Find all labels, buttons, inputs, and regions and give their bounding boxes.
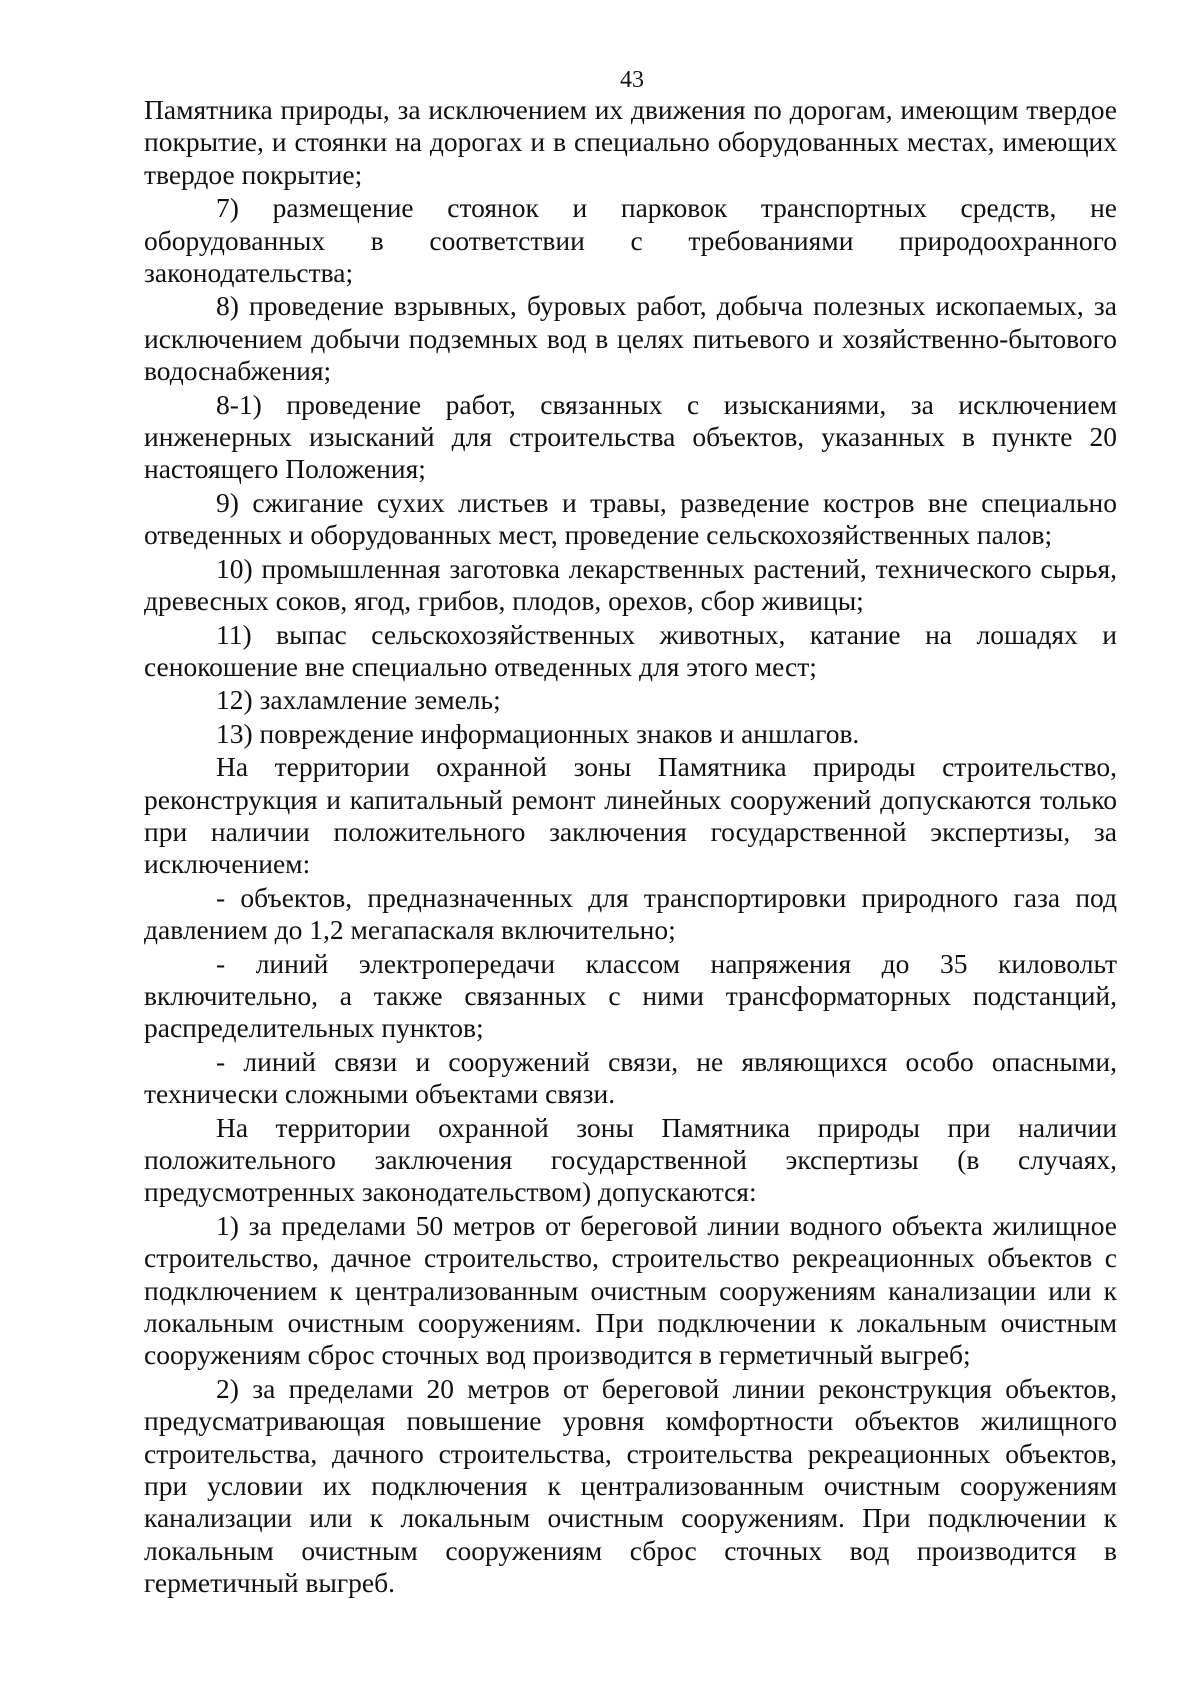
exception-communication-lines: - линий связи и сооружений связи, не являющихся особо опасными, технически сложными объектами связи. <box>144 1045 1117 1110</box>
list-item-8-1: 8-1) проведение работ, связанных с изысканиями, за исключением инженерных изысканий для строительства объектов, указанных в пункте 20 настоящего Положения; <box>144 388 1117 485</box>
list-item-9: 9) сжигание сухих листьев и травы, разведение костров вне специально отведенных и оборудованных мест, проведение сельскохозяйственных палов; <box>144 486 1117 551</box>
list-item-11: 11) выпас сельскохозяйственных животных, катание на лошадях и сенокошение вне специально отведенных для этого мест; <box>144 618 1117 682</box>
list-item-8: 8) проведение взрывных, буровых работ, добыча полезных ископаемых, за исключением добычи подземных вод в целях питьевого и хозяйственно-бытового водоснабжения; <box>144 290 1117 387</box>
exception-power-lines: - линий электропередачи классом напряжения до 35 киловольт включительно, а также связанных с ними трансформаторных подстанций, распределительных пунктов; <box>144 947 1117 1044</box>
list-item-13: 13) повреждение информационных знаков и аншлагов. <box>216 717 860 749</box>
list-item-10: 10) промышленная заготовка лекарственных растений, технического сырья, древесных соков, ягод, грибов, плодов, орехов, сбор живицы; <box>144 552 1117 617</box>
paragraph-permitted-activities: На территории охранной зоны Памятника природы при наличии положительного заключения государственной экспертизы (в случаях, предусмотренных законодательством) допускаются: <box>144 1111 1117 1208</box>
list-item-7: 7) размещение стоянок и парковок транспортных средств, не оборудованных в соответствии с требованиями природоохранного законодательства; <box>144 192 1117 289</box>
document-body <box>144 94 1117 1600</box>
permitted-item-1: 1) за пределами 50 метров от береговой линии водного объекта жилищное строительство, дачное строительство, строительство рекреационных объектов с подключением к централизованным очистным сооружениям канализации или к локальным очистным сооружениям. При подключении к локальным очистным сооружениям сброс сточных вод производится в герметичный выгреб; <box>144 1209 1117 1371</box>
paragraph-linear-structures: На территории охранной зоны Памятника природы строительство, реконструкция и капитальный ремонт линейных сооружений допускаются только при наличии положительного заключения государственной экспертизы, за исключением: <box>144 751 1117 880</box>
page-number: 43 <box>620 67 644 93</box>
exception-gas-objects: - объектов, предназначенных для транспортировки природного газа под давлением до 1,2 мегапаскаля включительно; <box>144 881 1117 946</box>
paragraph-continuation: Памятника природы, за исключением их движения по дорогам, имеющим твердое покрытие, и стоянки на дорогах и в специально оборудованных местах, имеющих твердое покрытие; <box>144 94 1117 190</box>
list-item-12: 12) захламление земель; <box>216 684 501 716</box>
permitted-item-2: 2) за пределами 20 метров от береговой линии реконструкция объектов, предусматривающая повышение уровня комфортности объектов жилищного строительства, дачного строительства, строительства рекреационных объектов, при условии их подключения к централизованным очистным сооружениям канализации или к локальным очистным сооружениям. При подключении к локальным очистным сооружениям сброс сточных вод производится в герметичный выгреб. <box>144 1372 1117 1599</box>
